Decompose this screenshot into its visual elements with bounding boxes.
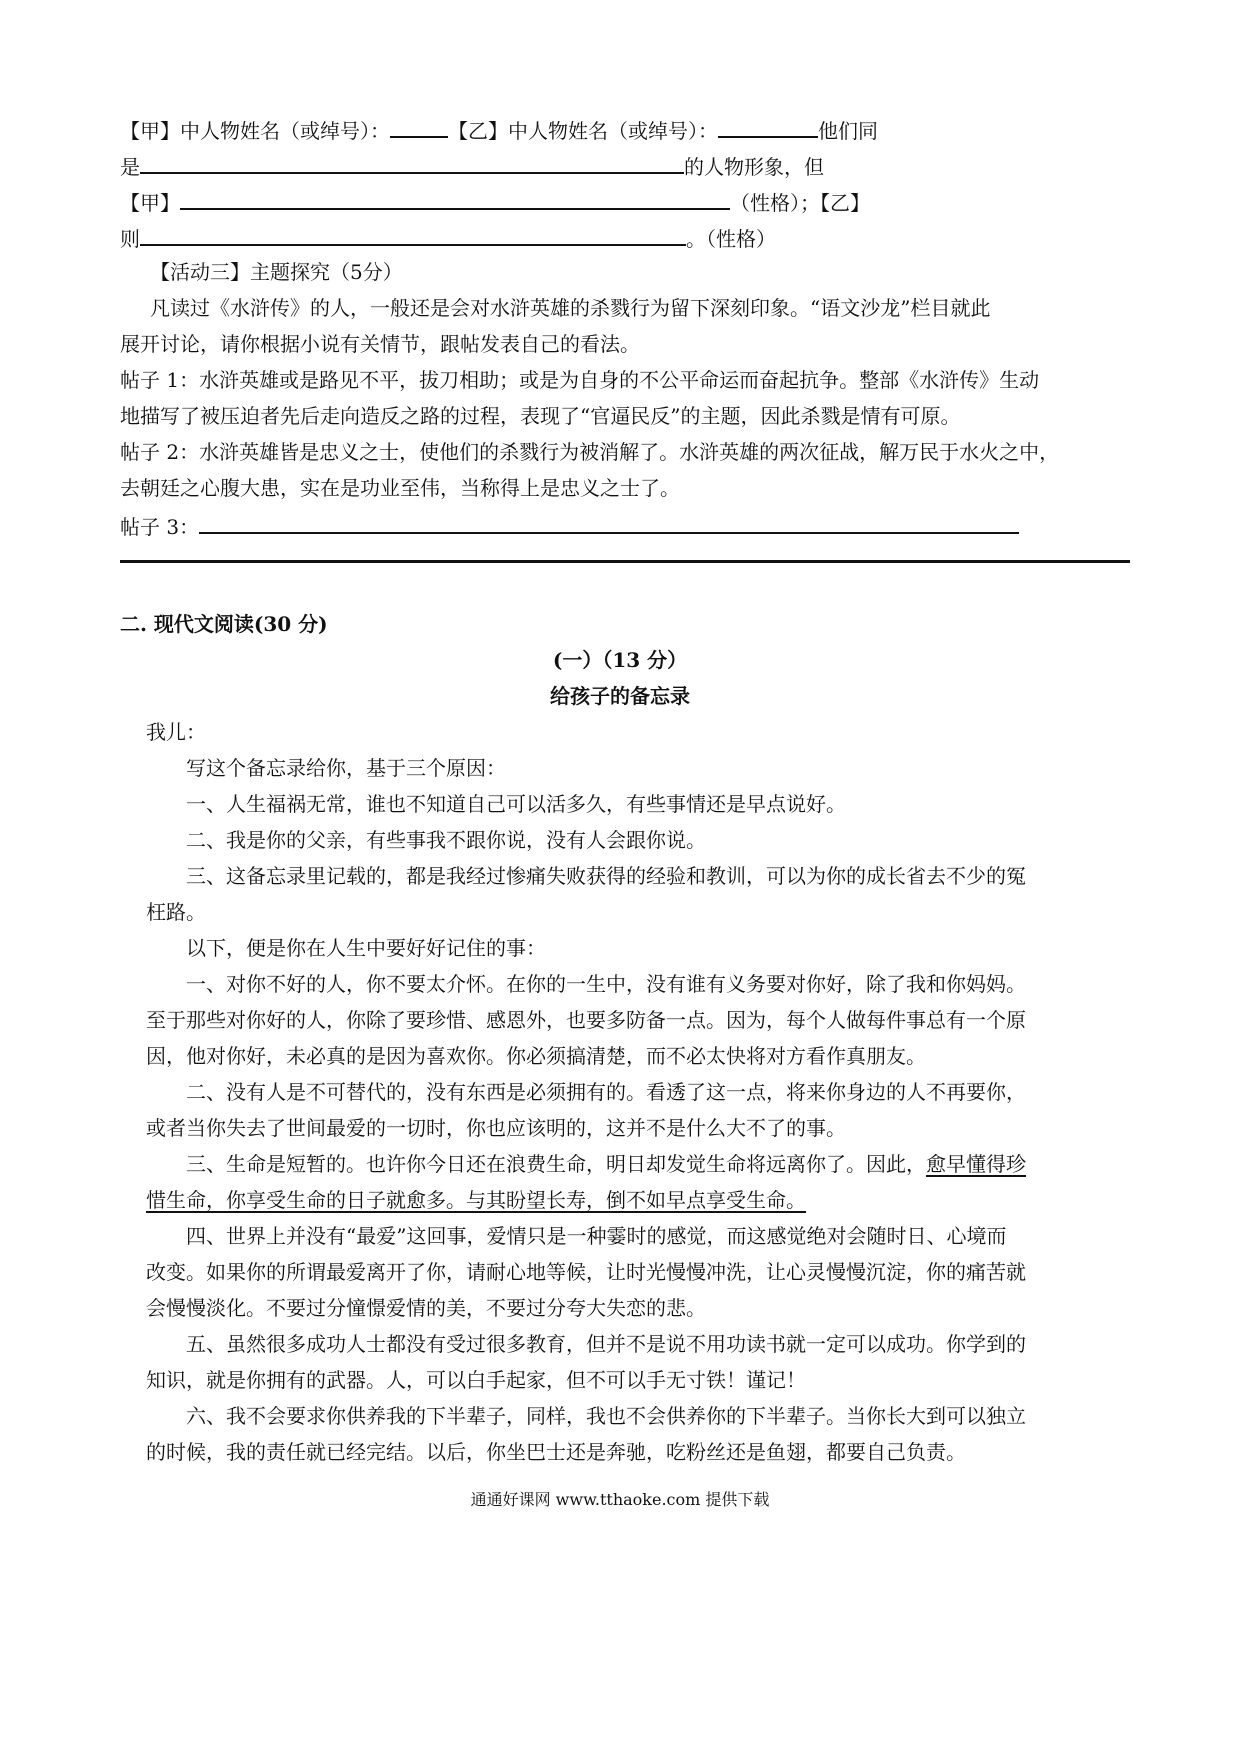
- memo-paragraph: 五、虽然很多成功人士都没有受过很多教育，但并不是说不用功读书就一定可以成功。你学到的: [186, 1332, 1026, 1356]
- fill-line-1: [120, 114, 878, 145]
- fill-label-image: 的人物形象，但: [684, 155, 824, 179]
- memo-paragraph: [186, 1150, 1026, 1178]
- memo-paragraph: 因，他对你好，未必真的是因为喜欢你。你必须搞清楚，而不必太快将对方看作真朋友。: [146, 1044, 926, 1068]
- blank-image[interactable]: [140, 150, 684, 174]
- memo-paragraph: 二、没有人是不可替代的，没有东西是必须拥有的。看透了这一点，将来你身边的人不再要你，: [186, 1080, 1026, 1104]
- fill-label-ze: 则: [120, 227, 140, 251]
- memo-paragraph: 至于那些对你好的人，你除了要珍惜、感恩外，也要多防备一点。因为，每个人做每件事总有一个原: [146, 1008, 1026, 1032]
- memo-text: 三、生命是短暂的。也许你今日还在浪费生命，明日却发觉生命将远离你了。因此，: [186, 1152, 926, 1176]
- post1-line-1: 帖子 1：水浒英雄或是路见不平，拔刀相助；或是为自身的不公平命运而奋起抗争。整部《水浒传》生动: [120, 368, 1040, 392]
- memo-paragraph: 或者当你失去了世间最爱的一切时，你也应该明的，这并不是什么大不了的事。: [146, 1116, 846, 1140]
- fill-line-4: [120, 222, 776, 253]
- activity3-intro-1: 凡读过《水浒传》的人，一般还是会对水浒英雄的杀戮行为留下深刻印象。“语文沙龙”栏目就此: [150, 296, 991, 320]
- part1-heading: (一）（13 分）: [552, 648, 688, 672]
- underlined-sentence: 惜生命，你享受生命的日子就愈多。与其盼望长寿，倒不如早点享受生命。: [146, 1188, 806, 1212]
- blank-yi-trait[interactable]: [140, 222, 686, 246]
- blank-post3[interactable]: [199, 510, 1019, 534]
- answer-line[interactable]: [120, 560, 1130, 563]
- blank-jia-trait[interactable]: [180, 186, 730, 210]
- memo-paragraph: 枉路。: [146, 900, 206, 924]
- fill-label-trait-yi: （性格）；【乙】: [730, 191, 870, 215]
- fill-label-shi: 是: [120, 155, 140, 179]
- activity3-intro-2: 展开讨论，请你根据小说有关情节，跟帖发表自己的看法。: [120, 332, 640, 356]
- post3-label: 帖子 3：: [120, 515, 200, 539]
- post3-line: [120, 510, 1019, 541]
- section2-heading: 二. 现代文阅读(30 分): [120, 612, 328, 636]
- article-title: 给孩子的备忘录: [550, 684, 690, 708]
- memo-paragraph: 三、这备忘录里记载的，都是我经过惨痛失败获得的经验和教训，可以为你的成长省去不少的冤: [186, 864, 1026, 888]
- memo-paragraph: 六、我不会要求你供养我的下半辈子，同样，我也不会供养你的下半辈子。当你长大到可以独立: [186, 1404, 1026, 1428]
- memo-paragraph: 二、我是你的父亲，有些事我不跟你说，没有人会跟你说。: [186, 828, 706, 852]
- memo-paragraph: 写这个备忘录给你，基于三个原因：: [186, 756, 506, 780]
- memo-paragraph: 的时候，我的责任就已经完结。以后，你坐巴士还是奔驰，吃粉丝还是鱼翅，都要自己负责。: [146, 1440, 966, 1464]
- post1-line-2: 地描写了被压迫者先后走向造反之路的过程，表现了“官逼民反”的主题，因此杀戮是情有可原。: [120, 404, 961, 428]
- post2-line-1: 帖子 2：水浒英雄皆是忠义之士，使他们的杀戮行为被消解了。水浒英雄的两次征战，解万民于水火之中，: [120, 440, 1060, 464]
- memo-paragraph: 知识，就是你拥有的武器。人，可以白手起家，但不可以手无寸铁！谨记！: [146, 1368, 806, 1392]
- fill-label-jia: 【甲】: [120, 191, 180, 215]
- memo-paragraph: 会慢慢淡化。不要过分憧憬爱情的美，不要过分夸大失恋的悲。: [146, 1296, 706, 1320]
- fill-label-yi-name: 【乙】中人物姓名（或绰号）：: [448, 119, 718, 143]
- blank-yi-name[interactable]: [718, 114, 818, 138]
- fill-line-2: [120, 150, 824, 181]
- memo-greeting: 我儿：: [146, 720, 206, 744]
- memo-paragraph: 改变。如果你的所谓最爱离开了你，请耐心地等候，让时光慢慢冲洗，让心灵慢慢沉淀，你的痛苦就: [146, 1260, 1026, 1284]
- fill-line-3: [120, 186, 870, 217]
- post2-line-2: 去朝廷之心腹大患，实在是功业至伟，当称得上是忠义之士了。: [120, 476, 680, 500]
- memo-paragraph: 四、世界上并没有“最爱”这回事，爱情只是一种霎时的感觉，而这感觉绝对会随时日、心境而: [186, 1224, 1007, 1248]
- footer-credit: 通通好课网 www.tthaoke.com 提供下载: [470, 1490, 770, 1509]
- fill-label-tamen: 他们同: [818, 119, 878, 143]
- fill-label-trait: 。（性格）: [686, 227, 776, 251]
- memo-paragraph: 一、人生福祸无常，谁也不知道自己可以活多久，有些事情还是早点说好。: [186, 792, 846, 816]
- underlined-sentence: 愈早懂得珍: [926, 1152, 1026, 1176]
- memo-paragraph: 一、对你不好的人，你不要太介怀。在你的一生中，没有谁有义务要对你好，除了我和你妈妈。: [186, 972, 1026, 996]
- fill-label-jia-name: 【甲】中人物姓名（或绰号）：: [120, 119, 390, 143]
- blank-jia-name[interactable]: [390, 114, 448, 138]
- memo-paragraph: 以下，便是你在人生中要好好记住的事：: [186, 936, 546, 960]
- activity3-heading: 【活动三】主题探究（5分）: [150, 260, 403, 284]
